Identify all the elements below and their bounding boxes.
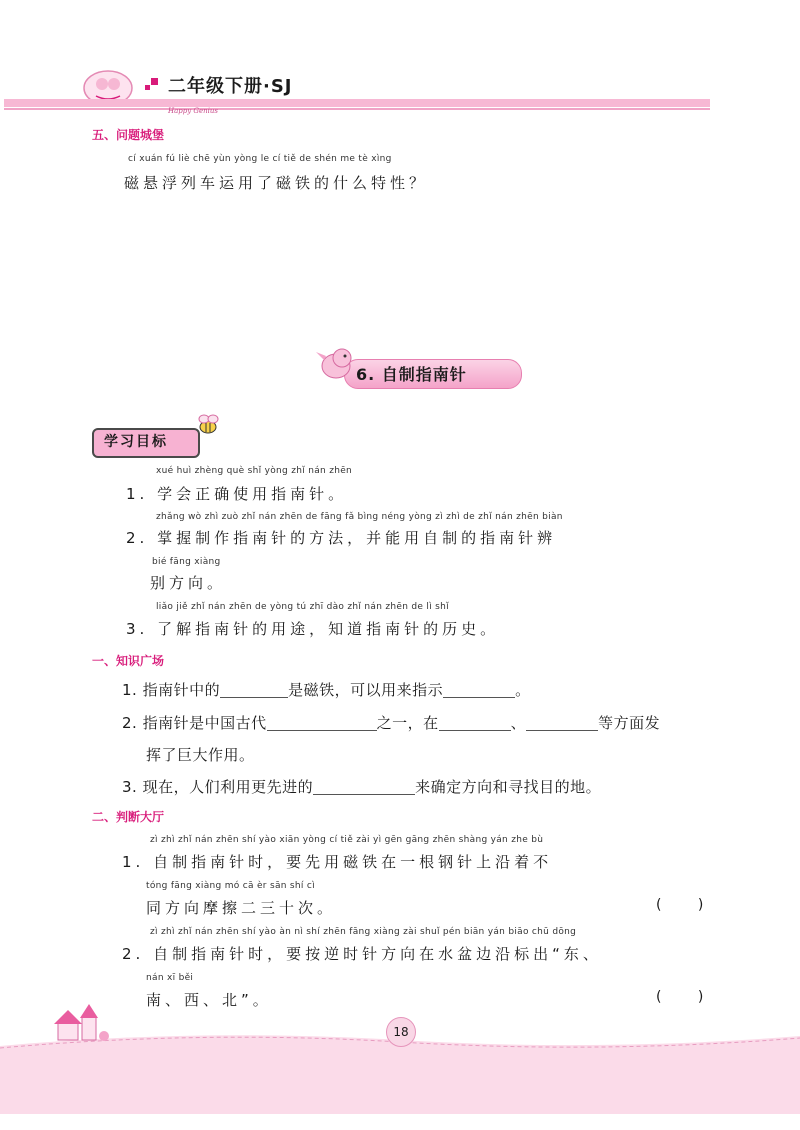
answer-blank[interactable] — [439, 716, 511, 731]
page-number: 18 — [386, 1017, 416, 1047]
answer-paren[interactable]: ( ) — [656, 897, 720, 913]
house-icon — [44, 998, 114, 1046]
fill-question-1-part-a: 1. 指南针中的 — [122, 681, 221, 699]
fill-question-2-part-b: 之一，在 — [376, 714, 439, 732]
fill-question-1-part-b: 是磁铁，可以用来指示 — [288, 681, 444, 699]
question-text: 磁悬浮列车运用了磁铁的什么特性？ — [124, 174, 429, 192]
header-band — [4, 99, 710, 107]
goal-3-text: 3. 了解指南针的用途，知道指南针的历史。 — [126, 620, 500, 638]
fill-question-2-part-c: 、 — [510, 714, 527, 732]
goal-2-pinyin: zhǎng wò zhì zuò zhǐ nán zhēn de fāng fǎ bìng néng yòng zì zhì de zhǐ nán zhēn biàn — [156, 512, 563, 522]
judge-2b-text: 南、西、北”。 — [146, 991, 272, 1009]
goal-2-text: 2. 掌握制作指南针的方法，并能用自制的指南针辨 — [126, 529, 557, 547]
learning-goals-label: 学习目标 — [104, 434, 168, 450]
goal-2b-text: 别方向。 — [150, 574, 227, 592]
question-pinyin: cí xuán fú liè chē yùn yòng le cí tiě de shén me tè xìng — [128, 154, 392, 164]
section-heading-knowledge: 一、知识广场 — [92, 654, 165, 668]
goal-1-text: 1. 学会正确使用指南针。 — [126, 485, 348, 503]
judge-1b-pinyin: tóng fāng xiàng mó cā èr sān shí cì — [146, 881, 315, 891]
answer-blank[interactable] — [313, 780, 415, 795]
fill-question-2 — [122, 712, 660, 733]
header-subtitle: Happy Genius — [168, 107, 219, 115]
answer-paren[interactable]: ( ) — [656, 989, 720, 1005]
bee-icon — [192, 408, 224, 440]
section-heading-castle: 五、问题城堡 — [92, 128, 165, 142]
answer-blank[interactable] — [443, 683, 515, 698]
judge-2-text: 2. 自制指南针时，要按逆时针方向在水盆边沿标出“东、 — [122, 945, 602, 963]
goal-3-pinyin: liǎo jiě zhǐ nán zhēn de yòng tú zhī dào zhǐ nán zhēn de lì shǐ — [156, 602, 449, 612]
goal-2b-pinyin: bié fāng xiàng — [152, 557, 221, 567]
fill-question-1 — [122, 679, 531, 700]
lesson-title: 6. 自制指南针 — [356, 365, 467, 384]
header-squares-icon — [145, 78, 159, 92]
section-heading-judgement: 二、判断大厅 — [92, 810, 165, 824]
judge-2-pinyin: zì zhì zhǐ nán zhēn shí yào àn nì shí zhēn fāng xiàng zài shuǐ pén biān yán biāo chū dōng — [150, 927, 577, 937]
judge-2b-pinyin: nán xī běi — [146, 973, 194, 983]
fill-question-2-part-d: 等方面发 — [598, 714, 661, 732]
fill-question-3-part-b: 来确定方向和寻找目的地。 — [415, 778, 602, 796]
answer-blank[interactable] — [220, 683, 288, 698]
judge-1-text: 1. 自制指南针时，要先用磁铁在一根钢针上沿着不 — [122, 853, 553, 871]
judge-1-pinyin: zì zhì zhǐ nán zhēn shí yào xiān yòng cí tiě zài yì gēn gāng zhēn shàng yán zhe bù — [150, 835, 544, 845]
fill-question-1-part-c: 。 — [515, 681, 531, 699]
header-title: 二年级下册·SJ — [168, 76, 293, 97]
fill-question-3-part-a: 3. 现在，人们利用更先进的 — [122, 778, 314, 796]
judge-1b-text: 同方向摩擦二三十次。 — [146, 899, 337, 917]
fill-question-2-continued: 挥了巨大作用。 — [146, 746, 255, 764]
fill-question-2-part-a: 2. 指南针是中国古代 — [122, 714, 267, 732]
answer-blank[interactable] — [526, 716, 598, 731]
answer-blank[interactable] — [267, 716, 377, 731]
header-divider — [4, 108, 710, 110]
dragon-icon — [312, 338, 362, 388]
fill-question-3 — [122, 776, 601, 797]
goal-1-pinyin: xué huì zhèng què shǐ yòng zhǐ nán zhēn — [156, 466, 353, 476]
